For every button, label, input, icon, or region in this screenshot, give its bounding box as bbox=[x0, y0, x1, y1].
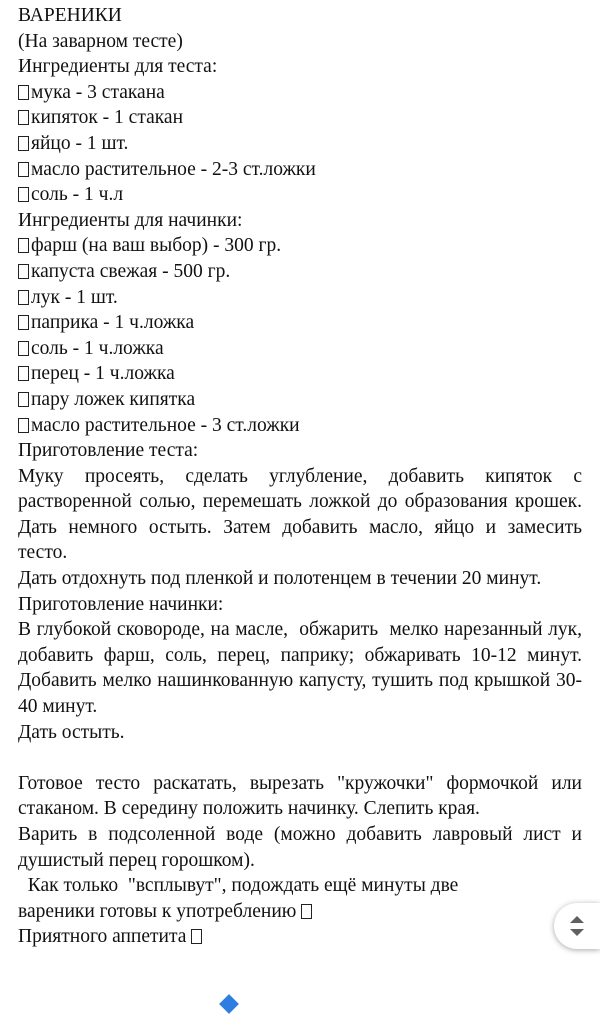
recipe-title: ВАРЕНИКИ bbox=[18, 5, 122, 26]
up-down-arrows-icon bbox=[568, 913, 586, 939]
scroll-button[interactable] bbox=[554, 903, 600, 949]
closing-line: Приятного аппетита bbox=[18, 924, 582, 950]
ready-line: вареники готовы к употреблению bbox=[18, 899, 582, 925]
checkbox-glyph-icon bbox=[18, 290, 29, 305]
checkbox-glyph-icon bbox=[18, 238, 29, 253]
checkbox-glyph-icon bbox=[18, 85, 29, 100]
emoji-placeholder-icon bbox=[191, 929, 202, 944]
filling-item: паприка - 1 ч.ложка bbox=[18, 310, 582, 336]
shape-paragraph: Готовое тесто раскатать, вырезать "кружочки" формочкой или стаканом. В середину положить начинку. Слепить края. bbox=[18, 772, 582, 820]
recipe-subtitle: (На заварном тесте) bbox=[18, 30, 183, 52]
dough-item: яйцо - 1 шт. bbox=[18, 131, 582, 157]
checkbox-glyph-icon bbox=[18, 162, 29, 177]
checkbox-glyph-icon bbox=[18, 136, 29, 151]
dough-item: мука - 3 стакана bbox=[18, 80, 582, 106]
checkbox-glyph-icon bbox=[18, 392, 29, 407]
filling-item: капуста свежая - 500 гр. bbox=[18, 259, 582, 285]
checkbox-glyph-icon bbox=[18, 366, 29, 381]
filling-prep-header: Приготовление начинки: bbox=[18, 593, 224, 615]
cool-paragraph: Дать остыть. bbox=[18, 721, 125, 743]
filling-prep-paragraph: В глубокой сковороде, на масле, обжарить мелко нарезанный лук, добавить фарш, соль, перец, паприку; обжаривать 10-12 минут. Добавить мелко нашинкованную капусту, тушить под крышкой 30-40 минут. bbox=[18, 619, 587, 718]
checkbox-glyph-icon bbox=[18, 315, 29, 330]
dough-item: масло растительное - 2-3 ст.ложки bbox=[18, 157, 582, 183]
filling-item: фарш (на ваш выбор) - 300 гр. bbox=[18, 233, 582, 259]
dough-prep-paragraph: Муку просеять, сделать углубление, добавить кипяток с растворенной солью, перемешать ложкой до образования крошек. Дать немного остыть. Затем добавить масло, яйцо и замесить тесто. bbox=[18, 465, 582, 564]
checkbox-glyph-icon bbox=[18, 341, 29, 356]
dough-item: кипяток - 1 стакан bbox=[18, 105, 582, 131]
selection-handle-icon[interactable] bbox=[219, 994, 239, 1014]
filling-item: пару ложек кипятка bbox=[18, 387, 582, 413]
checkbox-glyph-icon bbox=[18, 418, 29, 433]
blank-line bbox=[18, 745, 582, 771]
filling-item: лук - 1 шт. bbox=[18, 285, 582, 311]
filling-item: перец - 1 ч.ложка bbox=[18, 361, 582, 387]
emoji-placeholder-icon bbox=[301, 904, 312, 919]
filling-item: соль - 1 ч.ложка bbox=[18, 336, 582, 362]
dough-rest-paragraph: Дать отдохнуть под пленкой и полотенцем в течении 20 минут. bbox=[18, 568, 542, 590]
float-line: Как только "всплывут", подождать ещё минуты две bbox=[18, 875, 459, 897]
checkbox-glyph-icon bbox=[18, 110, 29, 125]
dough-prep-header: Приготовление теста: bbox=[18, 440, 199, 462]
checkbox-glyph-icon bbox=[18, 187, 29, 202]
dough-item: соль - 1 ч.л bbox=[18, 182, 582, 208]
boil-paragraph: Варить в подсоленной воде (можно добавить лавровый лист и душистый перец горошком). bbox=[18, 824, 582, 871]
dough-ingredients-header: Ингредиенты для теста: bbox=[18, 56, 218, 78]
checkbox-glyph-icon bbox=[18, 264, 29, 279]
recipe-document bbox=[18, 3, 587, 950]
filling-item: масло растительное - 3 ст.ложки bbox=[18, 413, 582, 439]
filling-ingredients-header: Ингредиенты для начинки: bbox=[18, 209, 243, 231]
